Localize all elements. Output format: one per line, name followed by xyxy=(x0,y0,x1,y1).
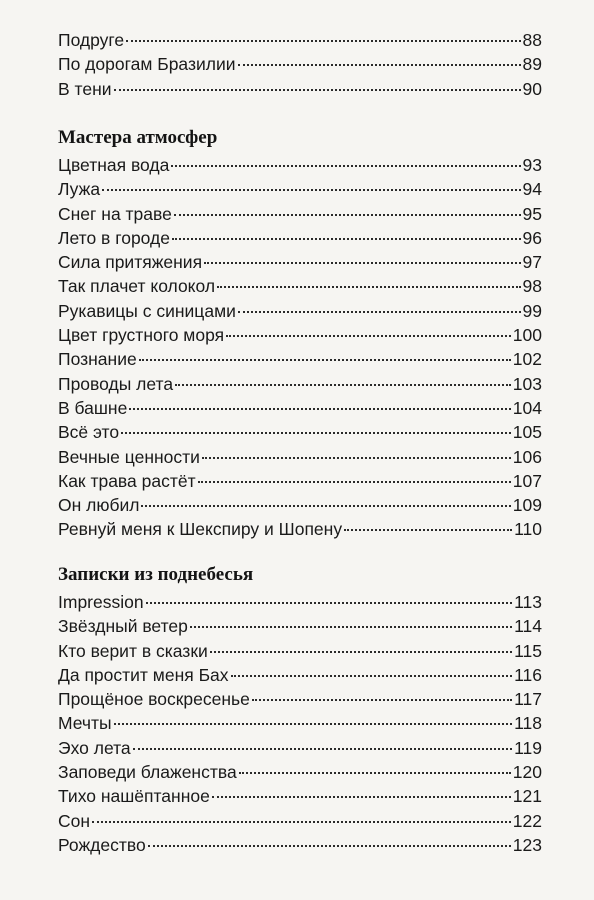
toc-entry xyxy=(58,396,542,420)
toc-entry-page: 119 xyxy=(514,737,542,758)
toc-entry-title: Цвет грустного моря xyxy=(58,325,225,346)
toc-entry-page: 120 xyxy=(512,762,542,783)
dot-leader xyxy=(92,821,511,823)
toc-entry-page: 117 xyxy=(514,689,542,710)
dot-leader xyxy=(175,384,511,386)
toc-entry-page: 114 xyxy=(514,616,542,637)
dot-leader xyxy=(126,40,520,42)
toc-entry xyxy=(58,639,542,663)
toc-entry-page: 98 xyxy=(522,276,542,297)
toc-entry-page: 121 xyxy=(512,786,542,807)
toc-entry-page: 95 xyxy=(522,203,542,224)
dot-leader xyxy=(198,481,511,483)
dot-leader xyxy=(129,408,510,410)
toc-entry-title: Эхо лета xyxy=(58,737,131,758)
toc-entry-title: Impression xyxy=(58,592,144,612)
toc-section-masters-of-atmospheres xyxy=(58,126,542,542)
toc-entry-title: По дорогам Бразилии xyxy=(58,54,236,75)
toc-entry xyxy=(58,177,542,201)
toc-entry-page: 107 xyxy=(512,470,542,491)
toc-entry-page: 94 xyxy=(522,179,542,200)
toc-entry xyxy=(58,77,542,101)
toc-entry-page: 102 xyxy=(512,349,542,370)
dot-leader xyxy=(139,359,511,361)
dot-leader xyxy=(141,505,510,507)
dot-leader xyxy=(102,189,520,191)
dot-leader xyxy=(146,602,513,604)
toc-entry-page: 123 xyxy=(512,834,542,855)
toc-entry xyxy=(58,299,542,323)
toc-entry-page: 103 xyxy=(512,373,542,394)
toc-entry-title: Снег на траве xyxy=(58,203,172,224)
toc-entry xyxy=(58,833,542,857)
dot-leader xyxy=(121,432,511,434)
dot-leader xyxy=(210,651,512,653)
toc-entry-page: 97 xyxy=(522,252,542,273)
toc-entry-page: 105 xyxy=(512,422,542,443)
toc-entry-page: 99 xyxy=(522,300,542,321)
toc-entry-title: Рождество xyxy=(58,834,146,855)
toc-entry xyxy=(58,445,542,469)
toc-entry-title: Подруге xyxy=(58,30,125,50)
toc-entry-title: Он любил xyxy=(58,495,140,516)
toc-entry-page: 93 xyxy=(522,155,542,175)
dot-leader xyxy=(226,335,511,337)
toc-entry-page: 89 xyxy=(522,54,542,75)
toc-entry xyxy=(58,323,542,347)
toc-entry-title: Цветная вода xyxy=(58,155,170,175)
dot-leader xyxy=(217,286,520,288)
toc-section-notes-from-the-sky xyxy=(58,563,542,857)
toc-entry xyxy=(58,226,542,250)
toc-entry-title: Тихо нашёптанное xyxy=(58,786,210,807)
dot-leader xyxy=(231,675,513,677)
dot-leader xyxy=(238,311,521,313)
toc-entry-title: Сила притяжения xyxy=(58,252,203,273)
toc-entry xyxy=(58,760,542,784)
dot-leader xyxy=(190,626,512,628)
toc-entry xyxy=(58,736,542,760)
toc-entry-page: 90 xyxy=(522,78,542,99)
toc-entry-page: 115 xyxy=(514,640,542,661)
toc-entry xyxy=(58,517,542,541)
toc-entry-title: Заповеди блаженства xyxy=(58,762,237,783)
toc-entry-page: 96 xyxy=(522,227,542,248)
toc-entry-page: 104 xyxy=(512,397,542,418)
toc-entry xyxy=(58,372,542,396)
dot-leader xyxy=(344,529,512,531)
toc-entry-page: 106 xyxy=(512,446,542,467)
toc-entry xyxy=(58,28,542,52)
dot-leader xyxy=(202,457,511,459)
toc-entry xyxy=(58,420,542,444)
toc-entry-page: 88 xyxy=(522,30,542,50)
dot-leader xyxy=(174,214,521,216)
toc-entry xyxy=(58,469,542,493)
toc-entry xyxy=(58,347,542,371)
dot-leader xyxy=(171,165,520,167)
toc-entry-title: Как трава растёт xyxy=(58,470,196,491)
toc-entry xyxy=(58,711,542,735)
dot-leader xyxy=(239,772,511,774)
toc-entry-title: Проводы лета xyxy=(58,373,174,394)
toc-entry-title: Всё это xyxy=(58,422,120,443)
toc-entry-page: 109 xyxy=(512,495,542,516)
dot-leader xyxy=(204,262,520,264)
toc-entry-page: 100 xyxy=(512,325,542,346)
toc-entry-title: Да простит меня Бах xyxy=(58,664,229,685)
toc-section-continued xyxy=(58,28,542,101)
dot-leader xyxy=(212,796,511,798)
toc-entry xyxy=(58,809,542,833)
toc-entry-title: В тени xyxy=(58,78,112,99)
toc-entry-page: 118 xyxy=(514,713,542,734)
toc-entry xyxy=(58,274,542,298)
section-heading: Записки из поднебесья xyxy=(58,564,254,585)
toc-entry xyxy=(58,614,542,638)
dot-leader xyxy=(148,845,511,847)
toc-entry-title: Познание xyxy=(58,349,137,370)
toc-entry xyxy=(58,52,542,76)
toc-entry xyxy=(58,590,542,614)
toc-entry-title: Мечты xyxy=(58,713,112,734)
toc-entry xyxy=(58,250,542,274)
toc-entry xyxy=(58,663,542,687)
toc-entry xyxy=(58,784,542,808)
dot-leader xyxy=(238,64,521,66)
toc-entry-page: 113 xyxy=(514,592,542,612)
toc-entry xyxy=(58,153,542,177)
toc-entry-page: 116 xyxy=(514,664,542,685)
toc-entry-page: 122 xyxy=(512,810,542,831)
toc-entry-title: Лужа xyxy=(58,179,101,200)
toc-entry-page: 110 xyxy=(514,519,542,540)
dot-leader xyxy=(114,89,521,91)
dot-leader xyxy=(252,699,512,701)
toc-entry-title: Лето в городе xyxy=(58,227,170,248)
toc-entry xyxy=(58,493,542,517)
toc-entry-title: Ревнуй меня к Шекспиру и Шопену xyxy=(58,519,343,540)
toc-entry-title: Кто верит в сказки xyxy=(58,640,208,661)
toc-entry-title: Так плачет колокол xyxy=(58,276,216,297)
toc-entry-title: Рукавицы с синицами xyxy=(58,300,236,321)
dot-leader xyxy=(172,238,521,240)
toc-entry-title: Прощёное воскресенье xyxy=(58,689,250,710)
toc-entry xyxy=(58,687,542,711)
toc-entry-title: Вечные ценности xyxy=(58,446,200,467)
toc-entry-title: В башне xyxy=(58,397,128,418)
section-heading: Мастера атмосфер xyxy=(58,127,218,148)
dot-leader xyxy=(133,748,512,750)
dot-leader xyxy=(114,723,512,725)
toc-entry xyxy=(58,202,542,226)
toc-entry-title: Сон xyxy=(58,810,91,831)
toc-entry-title: Звёздный ветер xyxy=(58,616,188,637)
